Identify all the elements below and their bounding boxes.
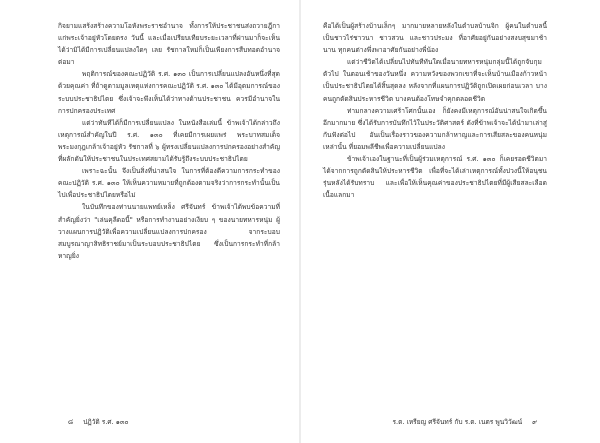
paragraph: แต่ว่าชีวิตได้เปลี่ยนไปทันทีทันใดเมื่อนายทหารหนุ่มกลุ่มนี้ได้ถูกจับกุมตัวไป ในตอนเช้าของวันหนึ่ง ความหวังของพวกเขาที่จะเห็นบ้านเมืองก้าวหน้าเป็นประชาธิปไตยได้สิ้นสุดลง หลังจากที่แผนการปฏิวัติถูกเปิดเผยก่อนเวลา บางคนถูกตัดสินประหารชีวิต บางคนต้องโทษจำคุกตลอดชีวิต xyxy=(323,58,547,103)
paragraph: ในบันทึกของท่านนายแพทย์เหล็ง ศรีจันทร์ ข้าพเจ้าได้พบข้อความที่สำคัญยิ่งว่า "เล่นคุลีดอนี้" หรือการทำงานอย่างเงียบ ๆ ของนายทหารหนุ่ม ผู้วางแผนการปฏิวัติเพื่อความเปลี่ยนแปลงการปกครอง จากระบอบสมบูรณาญาสิทธิราชย์มาเป็นระบอบประชาธิปไตย ซึ่งเป็นการกระทำที่กล้าหาญยิ่ง xyxy=(58,203,280,260)
page-number: ๙ xyxy=(532,418,537,426)
paragraph: ท่ามกลางความเศร้าโศกนั้นเอง ก็ยังคงมีเหตุการณ์อันน่าสนใจเกิดขึ้นอีกมากมาย ซึ่งได้รับการบันทึกไว้ในประวัติศาสตร์ ดังที่ข้าพเจ้าจะได้นำมาเล่าสู่กันฟังต่อไป อันเป็นเรื่องราวของความกล้าหาญและการเสียสละของคนหนุ่มเหล่านั้น ที่ยอมพลีชีพเพื่อความเปลี่ยนแปลง xyxy=(323,106,547,151)
paragraph: แต่ว่าทันทีได้ก็มีการเปลี่ยนแปลง ในหนังสือเล่มนี้ ข้าพเจ้าได้กล่าวถึงเหตุการณ์สำคัญในปี ร.ศ. ๑๓๐ ที่เคยมีการเผยแพร่ พระบาทสมเด็จพระมงกุฎเกล้าเจ้าอยู่หัว รัชกาลที่ ๖ ผู้ทรงเปลี่ยนแปลงการปกครองอย่างสำคัญ ที่ผลักดันให้ประชาชนในประเทศสยามได้รับรู้ถึงระบบประชาธิปไตย xyxy=(58,118,280,164)
running-authors: ร.ต. เหรียญ ศรีจันทร์ กับ ร.ต. เนตร พูนวิวัฒน์ xyxy=(392,418,523,426)
page-number: ๘ xyxy=(68,418,74,426)
left-page-body xyxy=(58,20,280,262)
right-page xyxy=(300,0,600,443)
paragraph: กิจยามแสร้งสร้างความโอหังพระราชอำนาจ ทั้งการให้ประชาชนส่งถวายฎีกาแก่พระเจ้าอยู่หัวโดยตรง วันนี้ และเมื่อเปรียบเทียบระยะเวลาที่ผ่านมาก็จะเห็นได้ว่ามิได้มีการเปลี่ยนแปลงใดๆ เลย รัชกาลใหม่ก็เป็นเพียงการสืบทอดอำนาจต่อมา xyxy=(58,22,280,67)
left-page-footer xyxy=(58,416,129,427)
paragraph: คือได้เป็นผู้สร้างบ้านเล็กๆ มากมายหลายหลังในตำบลบ้านจิก ผู้คนในตำบลนี้เป็นชาวไร่ชาวนา ชาวสวน และชาวประมง ที่อาศัยอยู่กันอย่างสงบสุขมาช้านาน ทุกคนต่างพึ่งพาอาศัยกันอย่างพี่น้อง xyxy=(323,22,547,55)
paragraph: เพราะฉะนั้น จึงเป็นสิ่งที่น่าสนใจ ในการที่ต้องตีความการกระทำของคณะปฏิวัติ ร.ศ. ๑๓๐ ให้เห็นความหมายที่ถูกต้องตามจริงว่าการกระทำนั้นเป็นไปเพื่อประชาธิปไตยหรือไม่ xyxy=(58,167,280,200)
right-page-body xyxy=(323,20,547,201)
paragraph: พฤติการณ์ของคณะปฏิวัติ ร.ศ. ๑๓๐ เป็นการเปลี่ยนแปลงอันหนึ่งที่สุดด้วยคุณค่า ที่ถ้าดูตามมูลเหตุแห่งการคณะปฏิวัติ ร.ศ. ๑๓๐ ได้มีอุดมการณ์ของระบบประชาธิปไตย ซึ่งเจ้าจะพึงเห็นได้ว่าทางด้านประชาชน ควรมีอำนาจในการปกครองประเทศ xyxy=(58,70,280,115)
right-page-footer xyxy=(392,416,547,427)
running-title: ปฏิวัติ ร.ศ. ๑๓๐ xyxy=(83,418,129,426)
paragraph: ข้าพเจ้าเองในฐานะที่เป็นผู้ร่วมเหตุการณ์ ร.ศ. ๑๓๐ ก็เคยรอดชีวิตมาได้จากการถูกตัดสินให้ประหารชีวิต เพื่อที่จะได้เล่าเหตุการณ์ทั้งปวงนี้ให้อนุชนรุ่นหลังได้รับทราบ และเพื่อให้เห็นคุณค่าของประชาธิปไตยที่มีผู้เสียสละเลือดเนื้อแลกมา xyxy=(323,155,547,200)
